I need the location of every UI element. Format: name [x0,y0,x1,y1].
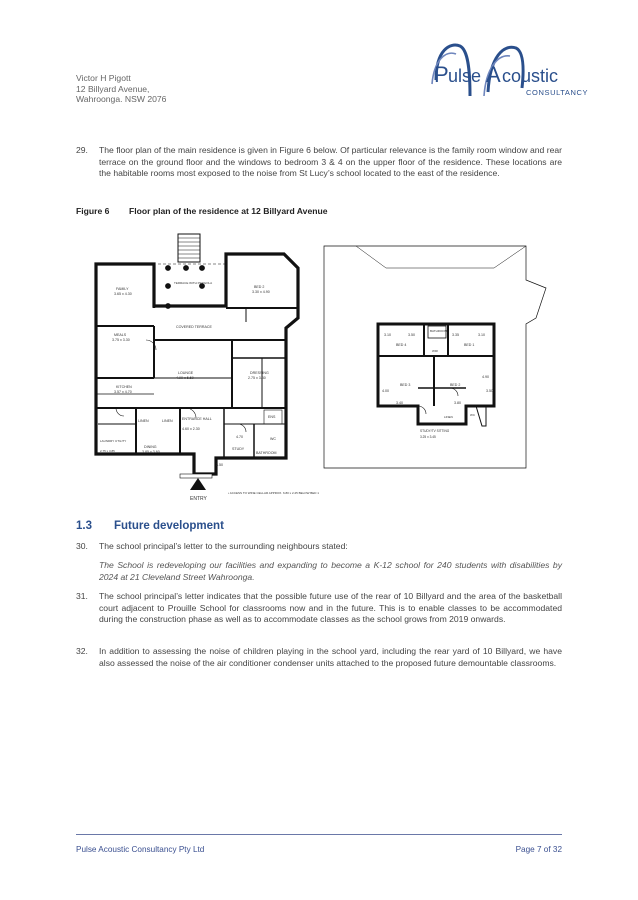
dimension-label: 4.70 [236,435,243,439]
room-label: DRESSING [250,371,269,375]
logo-word-pulse: ulse [448,66,482,86]
room-size: 3.85 x 3.60 [142,450,160,454]
paragraph-number: 31. [76,591,88,601]
paragraph-number: 30. [76,541,88,551]
section-number: 1.3 [76,520,92,532]
room-size: 2.75 x 3.40 [248,376,266,380]
room-label: DINING [144,445,157,449]
recipient-address [76,73,166,105]
room-size: 3.57 x 4.70 [114,390,132,394]
room-label: BATHROOM [256,451,277,455]
cellar-note: • ACCESS TO WINE CELLAR APPROX. 6.80 x 2.25 BELOW BED 1 [228,491,319,495]
room-label: STUDY [232,447,245,451]
room-label: BED 3 [400,383,411,387]
dimension-label: 3.50 [216,463,223,467]
paragraph-text: In addition to assessing the noise of children playing in the school yard, including the rear yard of 10 Billyard, we have also assessed the noise of the air conditioner condenser units attached to the proposed future demountable classrooms. [99,646,562,668]
room-label: ENTRANCE HALL [182,417,212,421]
room-label: MEALS [114,333,127,337]
room-label: KITCHEN [116,385,132,389]
address-line: Wahroonga. NSW 2076 [76,94,167,104]
room-size: 2.75 x 3.85 [100,449,115,453]
entry-label: ENTRY [190,496,207,502]
logo-subtitle: CONSULTANCY [526,88,589,97]
room-label: WC [270,437,276,441]
room-size: 4.90 x 5.50 [176,376,194,380]
figure-caption [76,206,328,216]
paragraph-text: The floor plan of the main residence is given in Figure 6 below. Of particular relevance is the family room window and rear terrace on the ground floor and the windows to bedroom 3 & 4 on the upper floor of the residence. These locations are the habitable rooms most exposed to the noise from St Lucy’s school located to the east of the residence. [99,145,562,179]
room-label: FAMILY [116,287,129,291]
figure-label: Figure 6 [76,206,110,216]
section-heading [76,520,224,532]
logo-word-acoustic: coustic [502,66,559,86]
dimension-label: 3.10 [478,333,485,337]
paragraph-text: The school principal’s letter indicates that the possible future use of the rear of 10 Billyard and the area of the basketball court adjacent to Prouille School for classrooms now and in the future. This is to enable classes to be accommodated during the construction phase as well as to accommodate classes as the school grows from 2019 onwards. [99,591,562,625]
room-label: WC [470,413,475,417]
paragraph-number: 32. [76,646,88,656]
room-label: TERRACE WITH PERGOLA [174,281,213,285]
dimension-label: 3.50 [486,389,493,393]
room-label: BED 4 [396,343,407,347]
room-label: LINEN [162,419,173,423]
room-label: WIR [432,349,438,353]
room-size: 3.25 x 3.45 [420,435,436,439]
paragraph-29 [76,145,562,180]
section-title: Future development [114,520,224,532]
address-line: 12 Billyard Avenue, [76,83,150,94]
room-label: BED 1 [464,343,475,347]
room-label: BED 2 [450,383,461,387]
dimension-label: 3.10 [384,333,391,337]
address-line: Victor H Pigott [76,73,131,83]
principal-quote: The School is redeveloping our facilities and expanding to become a K-12 school for 240 students with disabilities by 2024 at 21 Cleveland Street Wahroonga. [99,560,562,582]
room-size: 3.30 x 4.90 [252,290,270,294]
dimension-label: 4.90 [482,375,489,379]
floor-plan-figure [86,228,562,514]
paragraph-text: The school principal’s letter to the surrounding neighbours stated: [99,541,348,551]
paragraph-30 [76,541,562,553]
room-size: 4.60 x 2.30 [182,427,200,431]
footer-divider [76,834,562,835]
paragraph-number: 29. [76,145,88,155]
room-size: 3.65 x 4.30 [114,292,132,296]
logo-initial-p: P [434,62,449,87]
paragraph-31 [76,591,562,626]
room-label: STUDY/TV SITTING [420,429,450,433]
room-size: 3.75 x 3.30 [112,338,130,342]
room-label: LAUNDRY UTILITY [100,439,127,443]
footer-company: Pulse Acoustic Consultancy Pty Ltd [76,845,205,854]
dimension-label: 4.00 [382,389,389,393]
dimension-label: 3.80 [454,401,461,405]
dimension-label: 3.40 [396,401,403,405]
room-label: BATHROOM [430,329,448,333]
dimension-label: 3.50 [408,333,415,337]
room-label: LINEN [138,419,149,423]
dimension-label: 3.35 [452,333,459,337]
room-label: BED 2 [254,285,265,289]
page-number: Page 7 of 32 [515,845,562,854]
figure-title: Floor plan of the residence at 12 Billyard Avenue [129,206,328,216]
room-label: LINEN [444,415,453,419]
paragraph-32 [76,646,562,669]
room-label: ENS [268,415,276,419]
room-label: COVERED TERRACE [176,325,212,329]
logo-initial-a: A [486,62,501,87]
room-label: LOUNGE [178,371,194,375]
company-logo [428,40,589,102]
